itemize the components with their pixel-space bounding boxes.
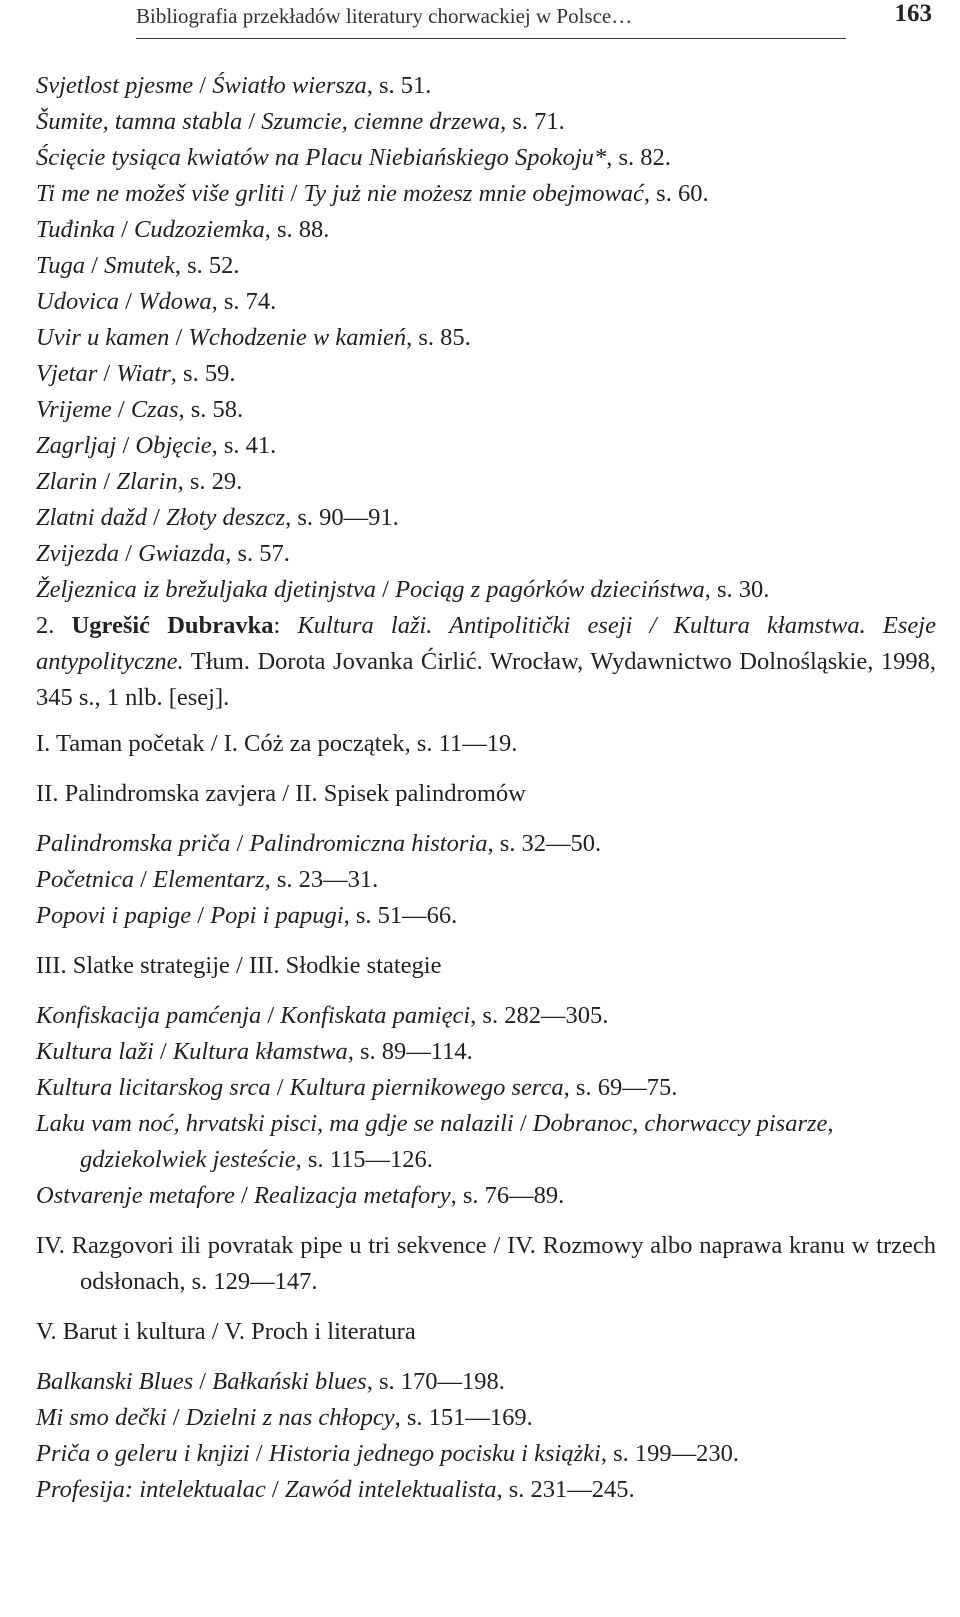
page-range: , s. 52.: [174, 252, 240, 279]
list-item: [36, 536, 936, 572]
original-title: Popovi i papige: [36, 902, 192, 929]
entry-details: Tłum. Dorota Jovanka Ćirlić. Wrocław, Wydawnictwo Dolnośląskie, 1998, 345 s., 1 nlb. [esej].: [36, 648, 936, 711]
original-title: Zlatni dažd: [36, 504, 147, 531]
original-title: Vrijeme: [36, 396, 112, 423]
original-title: Ti me ne možeš više grliti: [36, 180, 285, 207]
polish-title: Ty już nie możesz mnie obejmować: [303, 180, 644, 207]
original-title: Ścięcie tysiąca kwiatów na Placu Niebiańskiego Spokoju*: [36, 144, 607, 171]
polish-title: Historia jednego pocisku i książki: [268, 1440, 601, 1467]
title-separator: /: [270, 1074, 290, 1101]
polish-title: Realizacja metafory: [253, 1182, 451, 1209]
polish-title: Zlarin: [116, 468, 178, 495]
list-item: [36, 1106, 936, 1178]
list-item: [36, 898, 936, 934]
title-separator: /: [146, 504, 167, 531]
entry-list-continued: [36, 68, 936, 608]
polish-title: Popi i papugi: [210, 902, 344, 929]
polish-title: Zawód intelektualista: [284, 1476, 497, 1503]
list-item: [36, 998, 936, 1034]
polish-title: Pociąg z pagórków dzieciństwa: [395, 576, 705, 603]
page-range: , s. 90—91.: [285, 504, 399, 531]
list-item: [36, 176, 936, 212]
list-item: [36, 68, 936, 104]
title-separator: /: [166, 1404, 186, 1431]
title-separator: /: [376, 576, 396, 603]
polish-title: Dobranoc, chorwaccy pisarze, gdziekolwiek jesteście: [80, 1110, 834, 1173]
entry-colon: :: [273, 612, 298, 639]
original-title: Udovica: [36, 288, 119, 315]
title-separator: /: [97, 360, 117, 387]
polish-title: Wiatr: [116, 360, 171, 387]
polish-title: Kultura kłamstwa: [172, 1038, 348, 1065]
section-heading: I. Taman početak / I. Cóż za początek, s. 11—19.: [36, 730, 518, 757]
page-range: , s. 51—66.: [343, 902, 458, 929]
list-item: [36, 248, 936, 284]
original-title: Priča o geleru i knjizi: [36, 1440, 250, 1467]
page-range: , s. 89—114.: [347, 1038, 473, 1065]
title-separator: /: [119, 288, 139, 315]
entry-title: Kultura laži. Antipolitički eseji / Kultura kłamstwa. Eseje antypolityczne.: [36, 612, 936, 675]
entry-author: Ugrešić Dubravka: [71, 612, 274, 639]
title-separator: /: [133, 866, 154, 893]
title-separator: /: [242, 108, 262, 135]
list-item: [36, 572, 936, 608]
list-item: [36, 104, 936, 140]
title-separator: /: [261, 1002, 281, 1029]
polish-title: Gwiazda: [138, 540, 226, 567]
page-range: , s. 23—31.: [264, 866, 379, 893]
original-title: Željeznica iz brežuljaka djetinjstva: [36, 576, 377, 603]
page-range: , s. 30.: [704, 576, 770, 603]
title-separator: /: [169, 324, 189, 351]
page-range: , s. 76—89.: [450, 1182, 565, 1209]
original-title: Uvir u kamen: [36, 324, 170, 351]
list-item: [36, 212, 936, 248]
original-title: Kultura licitarskog srca: [36, 1074, 271, 1101]
page-range: , s. 88.: [264, 216, 330, 243]
original-title: Kultura laži: [36, 1038, 154, 1065]
section-heading: II. Palindromska zavjera / II. Spisek palindromów: [36, 780, 526, 807]
list-item: [36, 428, 936, 464]
polish-title: Złoty deszcz: [166, 504, 286, 531]
section-heading: III. Slatke strategije / III. Słodkie stategie: [36, 952, 442, 979]
page-range: , s. 170—198.: [366, 1368, 505, 1395]
polish-title: Wchodzenie w kamień: [188, 324, 407, 351]
list-item: [36, 1034, 936, 1070]
page-range: , s. 51.: [366, 72, 432, 99]
bibliography-entry-2: [36, 608, 936, 716]
polish-title: Kultura piernikowego serca: [289, 1074, 564, 1101]
page-range: , s. 69—75.: [563, 1074, 678, 1101]
title-separator: /: [193, 72, 213, 99]
list-item: [36, 1472, 936, 1508]
original-title: Zlarin: [36, 468, 98, 495]
list-item: [36, 1178, 936, 1214]
section-heading: V. Barut i kultura / V. Proch i literatura: [36, 1318, 416, 1345]
page-range: , s. 151—169.: [394, 1404, 533, 1431]
title-separator: /: [284, 180, 304, 207]
page-range: , s. 71.: [500, 108, 565, 135]
title-separator: /: [97, 468, 117, 495]
polish-title: Światło wiersza: [212, 72, 367, 99]
original-title: Zvijezda: [36, 540, 120, 567]
original-title: Vjetar: [36, 360, 98, 387]
polish-title: Palindromiczna historia: [249, 830, 488, 857]
original-title: Svjetlost pjesme: [36, 72, 194, 99]
original-title: Ostvarenje metafore: [36, 1182, 235, 1209]
original-title: Početnica: [36, 866, 134, 893]
page-range: , s. 74.: [211, 288, 277, 315]
title-separator: /: [265, 1476, 285, 1503]
title-separator: /: [153, 1038, 173, 1065]
original-title: Konfiskacija pamćenja: [36, 1002, 262, 1029]
page-range: , s. 199—230.: [600, 1440, 739, 1467]
list-item: [36, 392, 936, 428]
original-title: Tuga: [36, 252, 86, 279]
title-separator: /: [119, 540, 139, 567]
page-range: , s. 58.: [178, 396, 244, 423]
title-separator: /: [230, 830, 250, 857]
list-item: [36, 826, 936, 862]
polish-title: Wdowa: [138, 288, 212, 315]
polish-title: Szumcie, ciemne drzewa: [261, 108, 501, 135]
original-title: Šumite, tamna stabla: [36, 108, 243, 135]
page-range: , s. 29.: [177, 468, 243, 495]
list-item: [36, 140, 936, 176]
polish-title: Czas: [130, 396, 179, 423]
polish-title: Smutek: [104, 252, 175, 279]
entry-number: 2.: [36, 612, 55, 639]
list-item: [36, 464, 936, 500]
page-number: 163: [894, 0, 932, 27]
original-title: Profesija: intelektualac: [36, 1476, 266, 1503]
original-title: Palindromska priča: [36, 830, 231, 857]
page-range: , s. 115—126.: [295, 1146, 433, 1173]
running-header: [36, 0, 932, 40]
list-item: [36, 500, 936, 536]
title-separator: /: [116, 432, 136, 459]
page-range: , s. 41.: [211, 432, 277, 459]
page-range: , s. 59.: [170, 360, 236, 387]
section-heading: IV. Razgovori ili povratak pipe u tri sekvence / IV. Rozmowy albo naprawa kranu w trzech odsłonach, s. 129—147.: [36, 1232, 936, 1295]
title-separator: /: [114, 216, 135, 243]
running-title: Bibliografia przekładów literatury chorwackiej w Polsce…: [136, 4, 633, 28]
list-item: [36, 1436, 936, 1472]
page-range: , s. 82.: [606, 144, 671, 171]
list-item: [36, 320, 936, 356]
original-title: Mi smo dečki: [36, 1404, 167, 1431]
list-item: [36, 284, 936, 320]
page-range: , s. 57.: [225, 540, 290, 567]
header-rule: [136, 38, 846, 39]
original-title: Laku vam noć, hrvatski pisci, ma gdje se nalazili: [36, 1110, 514, 1137]
title-separator: /: [513, 1110, 533, 1137]
title-separator: /: [85, 252, 105, 279]
polish-title: Cudzoziemka: [134, 216, 265, 243]
page-range: , s. 60.: [643, 180, 709, 207]
list-item: [36, 356, 936, 392]
page-range: , s. 85.: [406, 324, 471, 351]
polish-title: Bałkański blues: [212, 1368, 367, 1395]
list-item: [36, 1364, 936, 1400]
polish-title: Elementarz: [153, 866, 265, 893]
page-range: , s. 32—50.: [487, 830, 602, 857]
original-title: Zagrljaj: [36, 432, 117, 459]
list-item: [36, 862, 936, 898]
original-title: Balkanski Blues: [36, 1368, 194, 1395]
bibliography-body: [36, 68, 936, 1508]
title-separator: /: [191, 902, 211, 929]
list-item: [36, 1400, 936, 1436]
entry-sections: [36, 726, 936, 1508]
list-item: [36, 1070, 936, 1106]
polish-title: Objęcie: [135, 432, 212, 459]
title-separator: /: [249, 1440, 269, 1467]
original-title: Tuđinka: [36, 216, 115, 243]
title-separator: /: [111, 396, 131, 423]
title-separator: /: [193, 1368, 213, 1395]
polish-title: Dzielni z nas chłopcy: [185, 1404, 395, 1431]
page-range: , s. 231—245.: [496, 1476, 635, 1503]
page-range: , s. 282—305.: [470, 1002, 609, 1029]
title-separator: /: [234, 1182, 254, 1209]
polish-title: Konfiskata pamięci: [280, 1002, 471, 1029]
